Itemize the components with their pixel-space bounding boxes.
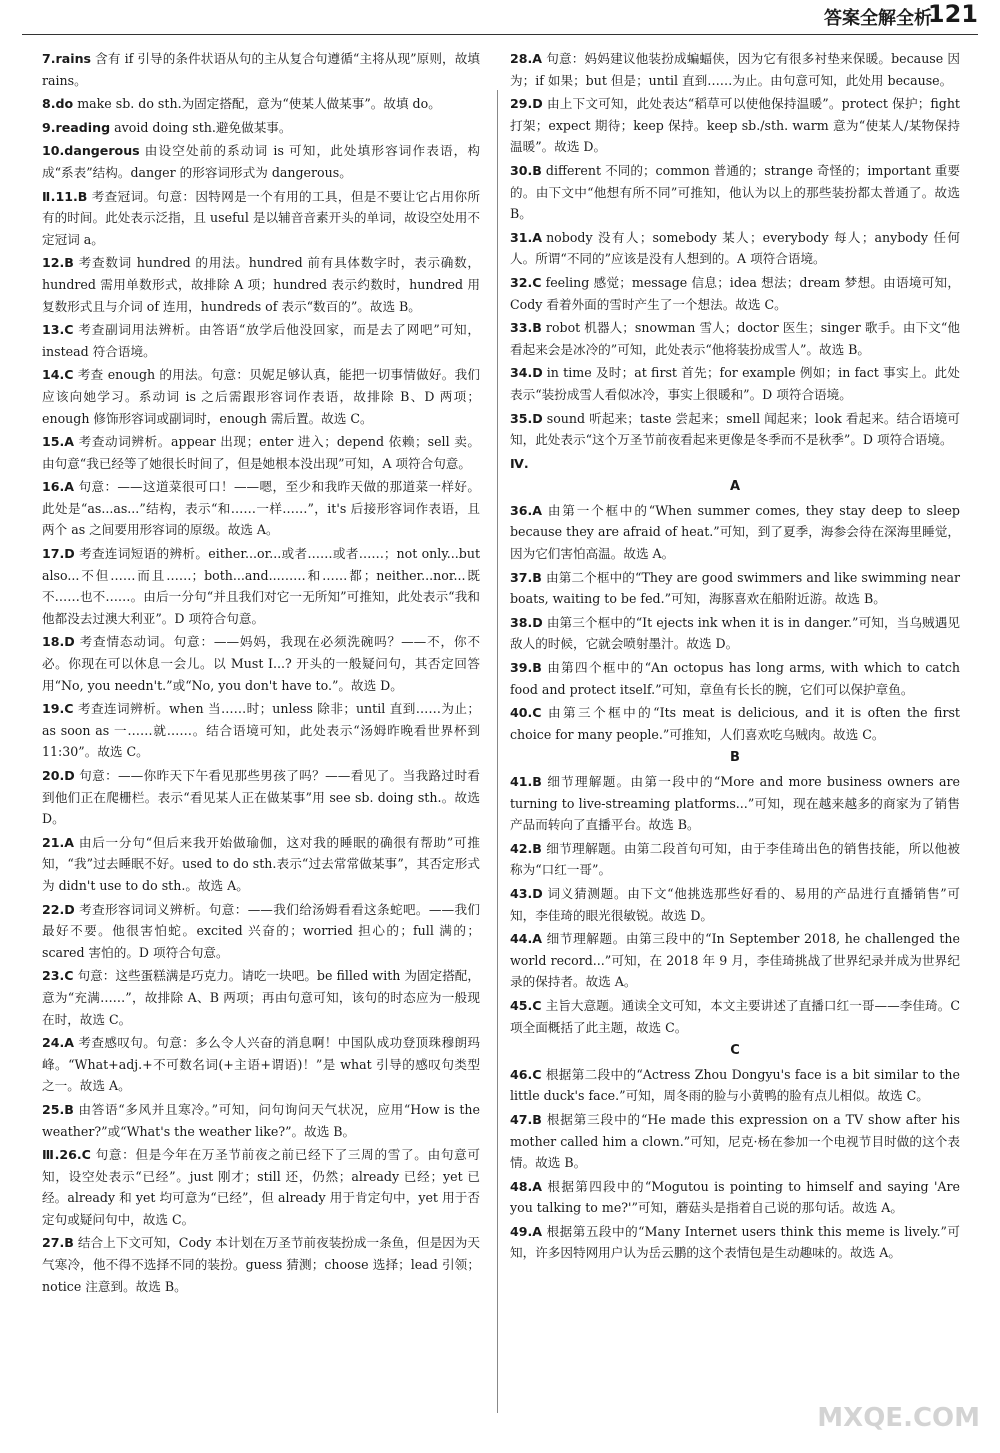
answer-item [42, 140, 480, 183]
answer-number: 30.B [510, 162, 542, 178]
answer-explanation: 根据第三段中的“He made this expression on a TV show after his mother called him a clown.”可知，尼克·杨在参加一个电视节目时做的这个表情。故选 B。 [510, 1111, 960, 1171]
answer-number: 28.A [510, 51, 543, 66]
answer-number: 8.do [42, 96, 74, 112]
answer-explanation: 词义猜测题。由下文“他挑选那些好看的、易用的产品进行直播销售”可知，李佳琦的眼光很敏锐。故选 D。 [510, 885, 960, 923]
answer-number: 21.A [42, 834, 75, 850]
answer-explanation: 句意：——这道菜很可口！——嗯，至少和我昨天做的那道菜一样好。此处是“as...as...”结构，表示“和……一样……”，it's 后接形容词作表语，且两个 as 之间要用形容词的原级。故选 A。 [42, 479, 480, 538]
answer-number: 15.A [42, 434, 75, 450]
answer-item [42, 1144, 480, 1230]
left-column [42, 48, 480, 1299]
answer-explanation: 考查冠词。句意：因特网是一个有用的工具，但是不要让它占用你所有的时间。此处表示泛指，且 useful 是以辅音音素开头的单词，故设空处用不定冠词 a。 [42, 188, 480, 247]
answer-number: 9.reading [42, 119, 111, 135]
answer-item [510, 702, 960, 745]
answer-number: 23.C [42, 968, 74, 984]
column-divider [497, 90, 498, 1413]
answer-item [42, 965, 480, 1030]
answer-number: 39.B [510, 660, 542, 676]
answer-item [510, 1064, 960, 1107]
answer-number: 18.D [42, 634, 75, 650]
answer-item [42, 631, 480, 696]
watermark-logo [817, 1363, 980, 1433]
answer-explanation: 句意：这些蛋糕满是巧克力。请吃一块吧。be filled with 为固定搭配，意为“充满……”，故排除 A、B 两项；再由句意可知，该句的时态应为一般现在时，故选 C。 [42, 968, 480, 1027]
answer-number: 31.A [510, 229, 543, 245]
answer-number: 37.B [510, 569, 542, 585]
answer-number: 49.A [510, 1223, 543, 1239]
answer-number: 48.A [510, 1178, 543, 1194]
answer-explanation: 句意：——你昨天下午看见那些男孩了吗？——看见了。当我路过时看到他们正在爬栅栏。表示“看见某人正在做某事”用 see sb. doing sth.。故选 D。 [42, 768, 480, 827]
answer-explanation: 句意：但是今年在万圣节前夜之前已经下了三周的雪了。由句意可知，设空处表示“已经”。just 刚才；still 还，仍然；already 已经；yet 已经。already 和 yet 均可意为“已经”，但 already 用于肯定句中，yet 用于否定句或疑问句中，故选 C。 [42, 1147, 481, 1227]
answer-item [510, 160, 960, 225]
answer-explanation: 考查 enough 的用法。句意：贝妮足够认真，能把一切事情做好。我们应该向她学习。系动词 is 之后需跟形容词作表语，故排除 B、D 两项；enough 修饰形容词或副词时，enough 需后置。故选 C。 [42, 367, 480, 426]
answer-explanation: 句意：妈妈建议他装扮成蝙蝠侠，因为它有很多衬垫来保暖。because 因为；if 如果；but 但是；until 直到……为止。由句意可知，此处用 because。 [510, 51, 960, 88]
answer-explanation: 由第三个框中的“Its meat is delicious, and it is often the first choice for many people.”可推知，人们喜欢吃乌贼肉。故选 C。 [510, 705, 960, 742]
answer-explanation: 主旨大意题。通读全文可知，本文主要讲述了直播口红一哥——李佳琦。C 项全面概括了此主题，故选 C。 [510, 997, 960, 1035]
answer-explanation: 由设空处前的系动词 is 可知，此处填形容词作表语，构成“系表”结构。danger 的形容词形式为 dangerous。 [42, 143, 480, 180]
section-heading: B [730, 750, 740, 766]
section-heading: A [729, 479, 741, 495]
answer-item [510, 93, 960, 158]
answer-number: 16.A [42, 479, 75, 495]
answer-number: 33.B [510, 320, 542, 336]
answer-number: 47.B [510, 1111, 542, 1127]
answer-item [42, 476, 480, 541]
answer-number: 22.D [42, 901, 75, 917]
answer-explanation: 考查副词用法辨析。由答语“放学后他没回家，而是去了网吧”可知，instead 符合语境。 [42, 322, 480, 359]
answer-number: Ⅱ.11.B [42, 188, 88, 204]
answer-explanation: 考查形容词词义辨析。句意：——我们给汤姆看看这条蛇吧。——我们最好不要。他很害怕蛇。excited 兴奋的；worried 担心的；full 满的；scared 害怕的。D 项符合句意。 [42, 901, 480, 960]
answer-explanation: feeling 感觉；message 信息；idea 想法；dream 梦想。由语境可知，Cody 看着外面的雪时产生了一个想法。故选 C。 [510, 274, 960, 312]
answer-number: 29.D [510, 96, 543, 112]
answer-explanation: different 不同的；common 普通的；strange 奇怪的；important 重要的。由下文中“他想有所不同”可推知，他认为以上的那些装扮都太普通了。故选 B。 [510, 162, 960, 222]
answer-item [42, 765, 480, 830]
answer-number: 24.A [42, 1035, 75, 1051]
answer-explanation: 根据第二段中的“Actress Zhou Dongyu's face is a bit similar to the little duck's face.”可知，周冬雨的脸与小黄鸭的脸有点儿相似。故选 C。 [510, 1066, 960, 1104]
answer-item [42, 319, 480, 362]
answer-explanation: 根据第四段中的“Mogutou is pointing to himself and saying 'Are you talking to me?'”可知，蘑菇头是指着自己说的那句话。故选 A。 [510, 1178, 960, 1216]
answer-item [42, 832, 480, 897]
answer-item [42, 93, 480, 115]
section-heading: C [730, 1043, 740, 1059]
answer-number: 17.D [42, 546, 75, 562]
answer-item [510, 657, 960, 700]
answer-item [510, 227, 960, 270]
answer-number: 43.D [510, 885, 543, 901]
running-title: 答案全解全析 [824, 8, 932, 29]
answer-item [42, 698, 480, 763]
answer-item [42, 543, 480, 629]
answer-item [42, 117, 480, 139]
answer-number: 41.B [510, 774, 542, 789]
answer-explanation: avoid doing sth.避免做某事。 [114, 119, 292, 135]
answer-number: 13.C [42, 322, 74, 338]
answer-number: 42.B [510, 840, 542, 856]
answer-number: 36.A [510, 502, 543, 518]
answer-number: 34.D [510, 365, 543, 381]
answer-number: 14.C [42, 367, 74, 383]
answer-item [42, 899, 480, 964]
answer-explanation: 由第一个框中的“When summer comes, they stay deep to sleep because they are afraid of heat.”可知，到了夏季，海参会待在深海里睡觉，因为它们害怕高温。故选 A。 [510, 502, 960, 562]
answer-number: 20.D [42, 768, 75, 783]
answer-number: 44.A [510, 931, 543, 947]
answer-number: 12.B [42, 255, 74, 271]
answer-item [510, 1176, 960, 1219]
answer-number: 35.D [510, 410, 543, 426]
part-heading: Ⅳ. [510, 455, 529, 471]
answer-item [510, 362, 960, 405]
answer-number: 27.B [42, 1235, 74, 1251]
answer-number: 38.D [510, 614, 543, 630]
answer-item [510, 272, 960, 315]
answer-explanation: sound 听起来；taste 尝起来；smell 闻起来；look 看起来。结合语境可知，此处表示“这个万圣节前夜看起来更像是冬季而不是秋季”。D 项符合语境。 [510, 410, 960, 448]
answer-item [42, 48, 480, 91]
answer-explanation: 考查情态动词。句意：——妈妈，我现在必须洗碗吗？——不，你不必。你现在可以休息一会儿。以 Must I...? 开头的一般疑问句，其否定回答用“No, you needn't.”或“No, you don't have to.”。故选 D。 [42, 634, 480, 693]
answer-number: 10.dangerous [42, 143, 140, 159]
answer-item [42, 252, 480, 317]
answer-item [510, 567, 960, 610]
answer-number: 46.C [510, 1066, 542, 1082]
answer-item [510, 317, 960, 360]
answer-item [42, 186, 480, 251]
answer-item [42, 1099, 480, 1142]
answer-explanation: 考查连词短语的辨析。either...or...或者……或者……；not only...but also...不但……而且……；both...and...……和……都；neither...nor...既不……也不……。由后一分句“并且我们对它一无所知”可推知，此处表示“我和他都没去过澳大利亚”。D 项符合句意。 [42, 546, 480, 626]
answer-explanation: 含有 if 引导的条件状语从句的主从复合句遵循“主将从现”原则，故填 rains。 [42, 51, 480, 88]
answer-item [42, 1232, 480, 1297]
answer-explanation: nobody 没有人；somebody 某人；everybody 每人；anybody 任何人。所谓“不同的”应该是没有人想到的。A 项符合语境。 [510, 229, 960, 267]
answer-explanation: 由上下文可知，此处表达“稻草可以使他保持温暖”。protect 保护；fight 打架；expect 期待；keep 保持。keep sb./sth. warm 意为“使某人/某物保持温暖”。故选 D。 [510, 96, 960, 155]
answer-number: 45.C [510, 997, 542, 1013]
answer-number: 40.C [510, 705, 542, 721]
answer-item [42, 364, 480, 429]
answer-explanation: 由第四个框中的“An octopus has long arms, with which to catch food and protect itself.”可知，章鱼有长长的腕，它们可以保护章鱼。 [510, 660, 960, 697]
answer-explanation: 考查动词辨析。appear 出现；enter 进入；depend 依赖；sell 卖。由句意“我已经等了她很长时间了，但是她根本没出现”可知，A 项符合句意。 [42, 434, 480, 471]
answer-explanation: 根据第五段中的“Many Internet users think this meme is lively.”可知，许多因特网用户认为岳云鹏的这个表情包是生动趣味的。故选 A。 [510, 1223, 960, 1261]
answer-item [510, 500, 960, 565]
page-header [0, 0, 1000, 42]
answer-explanation: robot 机器人；snowman 雪人；doctor 医生；singer 歌手。由下文“他看起来会是冰冷的”可知，此处表示“他将装扮成雪人”。故选 B。 [510, 320, 960, 357]
answer-explanation: 考查连词辨析。when 当……时；unless 除非；until 直到……为止；as soon as 一……就……。结合语境可知，此处表示“汤姆昨晚看世界杯到 11:30”。故选 C。 [42, 701, 480, 760]
answer-explanation: 由答语“多风并且寒冷。”可知，问句询问天气状况，应用“How is the weather?”或“What's the weather like?”。故选 B。 [42, 1101, 480, 1139]
answer-item [510, 408, 960, 451]
answer-explanation: 由后一分句“但后来我开始做瑜伽，这对我的睡眠的确很有帮助”可推知，“我”过去睡眠不好。used to do sth.表示“过去常常做某事”，其否定形式为 didn't use to do sth.。故选 A。 [42, 834, 480, 893]
answer-explanation: 细节理解题。由第三段中的“In September 2018, he challenged the world record...”可知，在 2018 年 9 月，李佳琦挑战了世界纪录并成为世界纪录的保持者。故选 A。 [510, 931, 960, 990]
answer-explanation: 考查数词 hundred 的用法。hundred 前有具体数字时，表示确数，hundred 需用单数形式，故排除 A 项；hundred 表示约数时，hundred 用复数形式且与介词 of 连用，hundreds of 表示“数百的”。故选 B。 [42, 255, 480, 314]
answer-number: 19.C [42, 701, 74, 717]
answer-item [510, 771, 960, 836]
answer-item [510, 883, 960, 926]
answer-item [510, 612, 960, 655]
answer-item [510, 838, 960, 881]
answer-number: Ⅲ.26.C [42, 1147, 91, 1163]
answer-item [510, 1109, 960, 1174]
answer-item [510, 1221, 960, 1264]
answer-explanation: 由第二个框中的“They are good swimmers and like swimming near boats, waiting to be fed.”可知，海豚喜欢在船附近游。故选 B。 [510, 569, 960, 607]
answer-explanation: 结合上下文可知，Cody 本计划在万圣节前夜装扮成一条鱼，但是因为天气寒冷，他不得不选择不同的装扮。guess 猜测；choose 选择；lead 引领；notice 注意到。故选 B。 [42, 1235, 480, 1294]
answer-number: 25.B [42, 1101, 74, 1117]
answer-item [42, 1032, 480, 1097]
page-number: 121 [927, 0, 978, 28]
answer-number: 7.rains [42, 51, 92, 66]
answer-explanation: in time 及时；at first 首先；for example 例如；in fact 事实上。此处表示“装扮成雪人看似冰冷，事实上很暖和”。D 项符合语境。 [510, 365, 960, 402]
answer-item [42, 431, 480, 474]
answer-item [510, 928, 960, 993]
answer-explanation: make sb. do sth.为固定搭配，意为“使某人做某事”。故填 do。 [77, 96, 441, 112]
answer-explanation: 由第三个框中的“It ejects ink when it is in danger.”可知，当乌贼遇见敌人的时候，它就会喷射墨汁。故选 D。 [510, 614, 960, 652]
answer-item [510, 48, 960, 91]
answer-item [510, 995, 960, 1038]
answer-explanation: 细节理解题。由第一段中的“More and more business owners are turning to live-streaming platforms...”可知，现在越来越多的商家为了销售产品而转向了直播平台。故选 B。 [510, 774, 960, 833]
watermark-text: MXQE.COM [817, 1403, 980, 1433]
answer-explanation: 考查感叹句。句意：多么令人兴奋的消息啊！中国队成功登顶珠穆朗玛峰。“What+adj.+不可数名词(+主语+谓语)！”是 what 引导的感叹句类型之一。故选 A。 [42, 1035, 480, 1094]
answer-explanation: 细节理解题。由第二段首句可知，由于李佳琦出色的销售技能，所以他被称为“口红一哥”。 [510, 840, 960, 878]
right-column [510, 48, 960, 1266]
header-rule [22, 34, 978, 35]
answer-number: 32.C [510, 274, 542, 290]
